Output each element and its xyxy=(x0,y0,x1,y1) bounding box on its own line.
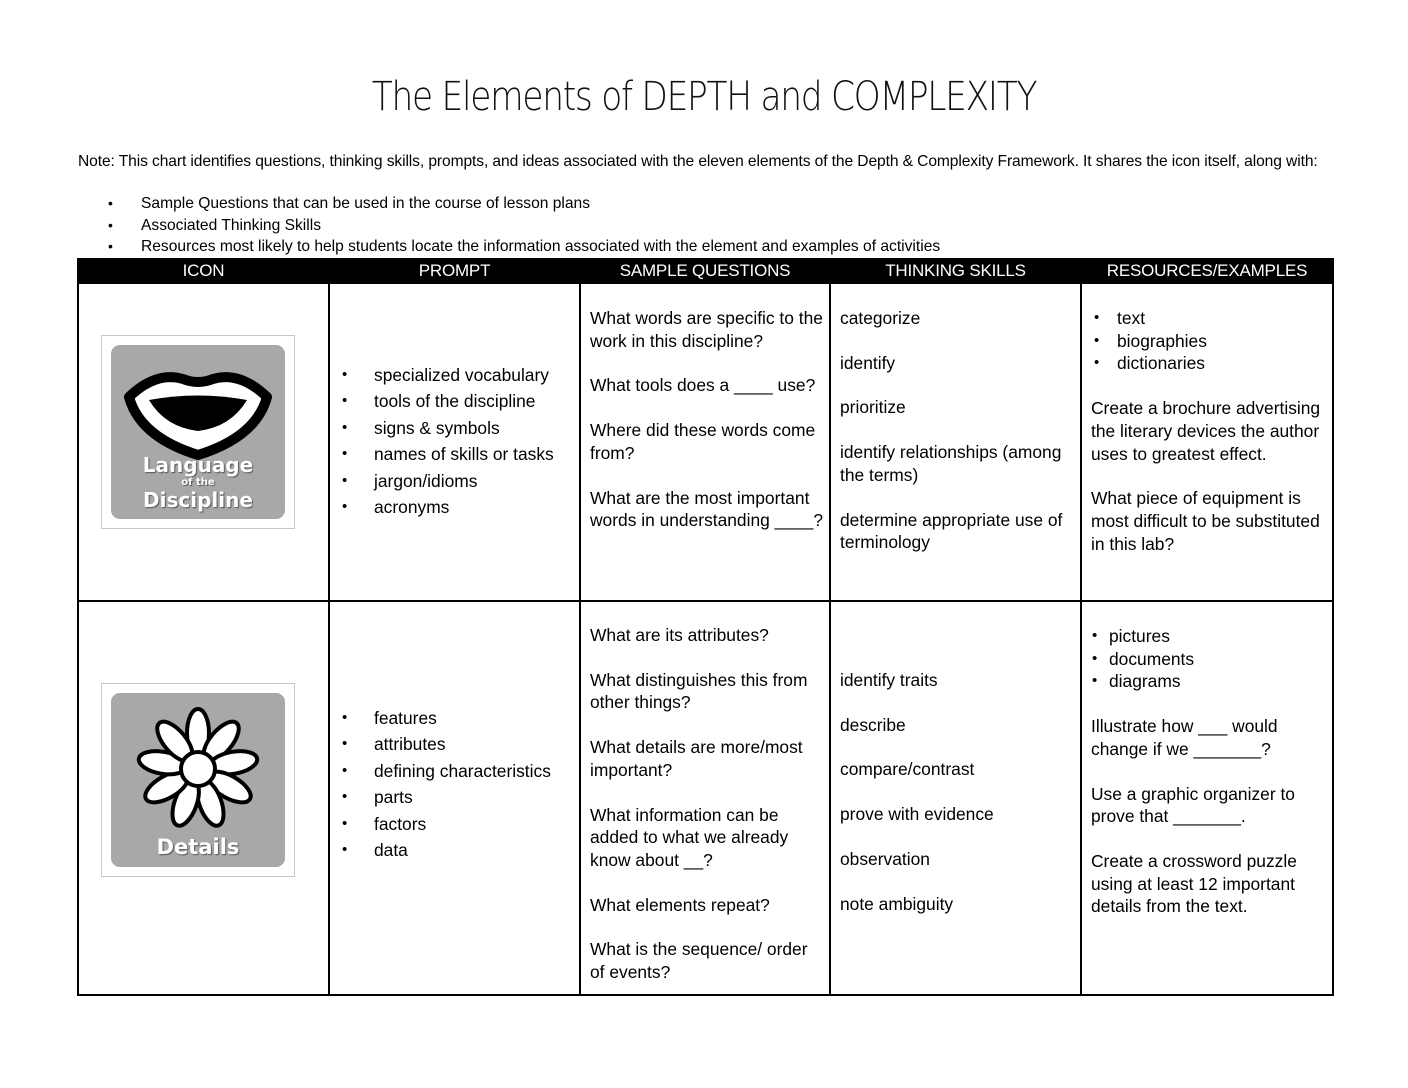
skill: identify traits xyxy=(840,670,938,690)
skill: compare/contrast xyxy=(840,759,975,780)
list-item: • factors xyxy=(342,811,551,837)
note-bullet: • Sample Questions that can be used in the course of lesson plans xyxy=(108,193,940,215)
header-resources-examples: RESOURCES/EXAMPLES xyxy=(1081,259,1333,283)
example: Use a graphic organizer to prove that _______. xyxy=(1091,783,1295,827)
resources-cell xyxy=(1081,601,1333,995)
header-icon: ICON xyxy=(78,259,329,283)
list-item: • biographies xyxy=(1091,330,1326,353)
list-item: • features xyxy=(342,705,551,731)
list-item: • documents xyxy=(1091,648,1326,671)
icon-label-line1: Language xyxy=(142,453,254,477)
example: Create a crossword puzzle using at least 12 important details from the text. xyxy=(1091,850,1297,917)
icon-label-small: of the xyxy=(181,477,215,488)
table-row xyxy=(78,283,1333,601)
skills-list xyxy=(840,669,1074,937)
note-bullet: • Resources most likely to help students locate the information associated with the element and examples of activities xyxy=(108,236,940,258)
skill: categorize xyxy=(840,308,921,328)
question: Where did these words come from? xyxy=(590,420,816,463)
question: What elements repeat? xyxy=(590,894,770,915)
list-item: • specialized vocabulary xyxy=(342,362,554,388)
list-item: • jargon/idioms xyxy=(342,468,554,494)
question: What is the sequence/ order of events? xyxy=(590,939,808,983)
icon-label-line2: Discipline xyxy=(143,488,253,512)
example: What piece of equipment is most difficult to be substituted in this lab? xyxy=(1091,488,1320,554)
skill: note ambiguity xyxy=(840,893,954,914)
resources-list xyxy=(1091,307,1326,375)
list-item: • parts xyxy=(342,784,551,810)
header-thinking-skills: THINKING SKILLS xyxy=(830,259,1081,283)
language-of-the-discipline-icon xyxy=(101,335,295,529)
skills-list xyxy=(840,307,1074,576)
list-item: • names of skills or tasks xyxy=(342,441,554,467)
questions-cell xyxy=(580,283,830,601)
table-header-row xyxy=(78,259,1333,283)
prompt-cell xyxy=(329,283,580,601)
list-item: • acronyms xyxy=(342,494,554,520)
example: Illustrate how ___ would change if we _______? xyxy=(1091,716,1278,759)
skill: describe xyxy=(840,714,906,735)
list-item: • attributes xyxy=(342,731,551,757)
resources-list xyxy=(1091,625,1326,693)
skill: observation xyxy=(840,848,930,869)
list-item: • dictionaries xyxy=(1091,352,1326,375)
resources-cell xyxy=(1081,283,1333,601)
list-item: • signs & symbols xyxy=(342,415,554,441)
elements-table xyxy=(77,258,1334,996)
list-item: • tools of the discipline xyxy=(342,388,554,414)
icon-label: Details xyxy=(156,835,240,859)
question: What are the most important words in understanding ____? xyxy=(590,487,824,531)
list-item: • data xyxy=(342,837,551,863)
example: Create a brochure advertising the literary devices the author uses to greatest effect. xyxy=(1091,398,1321,464)
header-prompt: PROMPT xyxy=(329,259,580,283)
questions-cell xyxy=(580,601,830,995)
list-item: • pictures xyxy=(1091,625,1326,648)
list-item: • defining characteristics xyxy=(342,758,551,784)
prompt-list xyxy=(342,705,551,863)
prompt-list xyxy=(342,362,554,520)
skill: prioritize xyxy=(840,397,906,418)
page-title: The Elements of DEPTH and COMPLEXITY xyxy=(371,74,1037,120)
table-row xyxy=(78,601,1333,995)
details-icon xyxy=(101,683,295,877)
icon-cell xyxy=(78,601,329,995)
icon-cell xyxy=(78,283,329,601)
skills-cell xyxy=(830,601,1081,995)
skill: identify xyxy=(840,352,896,373)
prompt-cell xyxy=(329,601,580,995)
note-bullet: • Associated Thinking Skills xyxy=(108,215,940,237)
header-sample-questions: SAMPLE QUESTIONS xyxy=(580,259,830,283)
question: What distinguishes this from other things? xyxy=(590,669,808,713)
questions-list xyxy=(590,307,823,554)
question: What are its attributes? xyxy=(590,625,769,645)
question: What details are more/most important? xyxy=(590,737,803,780)
resources-content xyxy=(1091,625,1326,940)
question: What tools does a ____ use? xyxy=(590,375,816,396)
question: What words are specific to the work in this discipline? xyxy=(590,308,823,351)
note-bullet-list xyxy=(108,193,940,258)
question: What information can be added to what we already know about __? xyxy=(590,804,789,870)
list-item: • text xyxy=(1091,307,1326,330)
skills-cell xyxy=(830,283,1081,601)
note-text: Note: This chart identifies questions, thinking skills, prompts, and ideas associated with the eleven elements of the Depth & Complexity Framework. It shares the icon itself, along with: xyxy=(78,153,1318,170)
questions-list xyxy=(590,624,823,1006)
skill: identify relationships (among the terms) xyxy=(840,442,1062,485)
list-item: • diagrams xyxy=(1091,670,1326,693)
skill: determine appropriate use of terminology xyxy=(840,509,1063,553)
skill: prove with evidence xyxy=(840,804,994,825)
resources-content xyxy=(1091,307,1326,577)
